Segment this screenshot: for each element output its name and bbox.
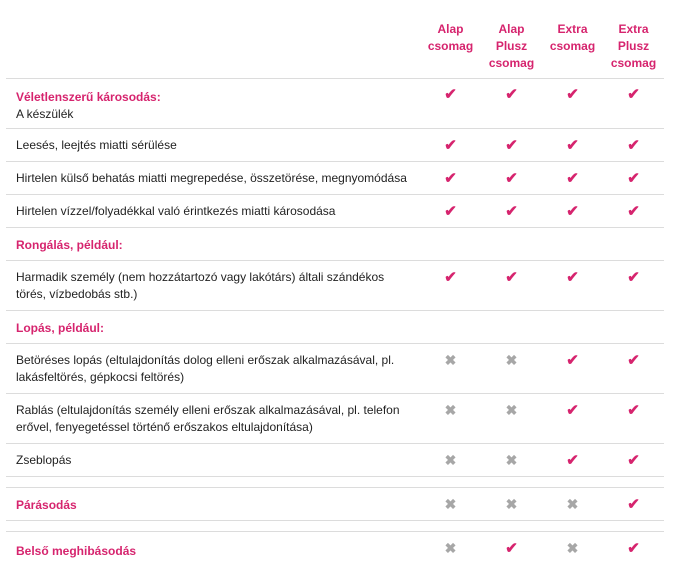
header-alap-plusz xyxy=(481,0,542,78)
row-accidental xyxy=(6,78,664,128)
coverage-cell xyxy=(542,194,603,227)
cross-icon: ✖ xyxy=(444,451,457,468)
section-subtitle: A készülék xyxy=(16,106,74,121)
coverage-cell xyxy=(542,78,603,128)
section-title: Véletlenszerű károsodás: xyxy=(16,89,161,104)
cross-icon: ✖ xyxy=(566,539,579,556)
coverage-cell xyxy=(481,260,542,310)
header-extra-plusz-line3: csomag xyxy=(610,56,657,70)
check-icon: ✔ xyxy=(566,202,579,220)
check-icon: ✔ xyxy=(627,451,640,469)
coverage-cell xyxy=(420,487,481,520)
coverage-cell xyxy=(603,531,664,567)
coverage-cell xyxy=(481,161,542,194)
row-spacer xyxy=(6,520,664,531)
check-icon: ✔ xyxy=(566,85,579,103)
row-vandalism xyxy=(6,260,664,310)
coverage-cell xyxy=(603,443,664,476)
row-label: Zseblopás xyxy=(6,443,420,476)
check-icon: ✔ xyxy=(566,451,579,469)
header-extra xyxy=(542,0,603,78)
coverage-cell xyxy=(481,487,542,520)
row-label-line1: Harmadik személy (nem hozzátartozó vagy lakótárs) általi szándékos xyxy=(16,269,385,284)
cross-icon: ✖ xyxy=(505,351,518,368)
header-row xyxy=(6,0,664,78)
row-label-line1: Rablás (eltulajdonítás személy elleni erőszak alkalmazásával, pl. telefon xyxy=(16,402,400,417)
row-label-line2: törés, vízbedobás stb.) xyxy=(16,286,138,301)
check-icon: ✔ xyxy=(627,539,640,557)
coverage-cell xyxy=(420,128,481,161)
coverage-cell xyxy=(603,128,664,161)
coverage-cell xyxy=(542,260,603,310)
coverage-cell xyxy=(420,443,481,476)
cross-icon: ✖ xyxy=(505,401,518,418)
coverage-cell xyxy=(481,393,542,443)
header-alap-plusz-line3: csomag xyxy=(488,56,535,70)
coverage-cell xyxy=(481,343,542,393)
row-theft-header xyxy=(6,310,664,343)
check-icon: ✔ xyxy=(566,268,579,286)
cross-icon: ✖ xyxy=(444,351,457,368)
check-icon: ✔ xyxy=(444,136,457,154)
coverage-cell xyxy=(542,161,603,194)
row-liquid xyxy=(6,194,664,227)
check-icon: ✔ xyxy=(627,495,640,513)
cross-icon: ✖ xyxy=(444,495,457,512)
check-icon: ✔ xyxy=(627,202,640,220)
coverage-cell xyxy=(420,260,481,310)
coverage-cell xyxy=(603,161,664,194)
cross-icon: ✖ xyxy=(505,451,518,468)
cross-icon: ✖ xyxy=(566,495,579,512)
header-alap-plusz-line1: Alap xyxy=(498,22,525,36)
row-internal xyxy=(6,531,664,567)
header-extra-plusz-line2: Plusz xyxy=(617,39,650,53)
check-icon: ✔ xyxy=(444,268,457,286)
check-icon: ✔ xyxy=(566,136,579,154)
coverage-cell xyxy=(542,343,603,393)
check-icon: ✔ xyxy=(505,268,518,286)
check-icon: ✔ xyxy=(444,202,457,220)
check-icon: ✔ xyxy=(566,169,579,187)
coverage-cell xyxy=(481,128,542,161)
coverage-cell xyxy=(603,487,664,520)
coverage-cell xyxy=(542,443,603,476)
coverage-cell xyxy=(420,161,481,194)
coverage-cell xyxy=(542,128,603,161)
check-icon: ✔ xyxy=(627,85,640,103)
check-icon: ✔ xyxy=(566,351,579,369)
row-label xyxy=(6,260,420,310)
row-vandalism-header xyxy=(6,227,664,260)
check-icon: ✔ xyxy=(627,136,640,154)
check-icon: ✔ xyxy=(444,85,457,103)
coverage-cell xyxy=(603,194,664,227)
coverage-cell xyxy=(481,194,542,227)
cross-icon: ✖ xyxy=(444,539,457,556)
row-pickpocket xyxy=(6,443,664,476)
coverage-cell xyxy=(542,393,603,443)
coverage-cell xyxy=(420,78,481,128)
coverage-table xyxy=(6,0,664,567)
coverage-cell xyxy=(542,487,603,520)
header-extra-plusz-line1: Extra xyxy=(618,22,649,36)
check-icon: ✔ xyxy=(505,136,518,154)
row-robbery xyxy=(6,393,664,443)
header-extra-line2: csomag xyxy=(549,39,596,53)
section-title: Lopás, például: xyxy=(6,310,420,343)
header-alap xyxy=(420,0,481,78)
header-empty xyxy=(6,0,420,78)
section-title: Rongálás, például: xyxy=(6,227,420,260)
row-label-line2: lakásfeltörés, gépkocsi feltörés) xyxy=(16,369,185,384)
row-spacer xyxy=(6,476,664,487)
check-icon: ✔ xyxy=(627,351,640,369)
coverage-cell xyxy=(481,78,542,128)
row-label: Leesés, leejtés miatti sérülése xyxy=(6,128,420,161)
header-alap-plusz-line2: Plusz xyxy=(495,39,528,53)
check-icon: ✔ xyxy=(566,401,579,419)
row-label: Hirtelen külső behatás miatti megrepedése, összetörése, megnyomódása xyxy=(6,161,420,194)
cross-icon: ✖ xyxy=(505,495,518,512)
row-label xyxy=(6,393,420,443)
coverage-cell xyxy=(420,531,481,567)
check-icon: ✔ xyxy=(627,169,640,187)
header-alap-line1: Alap xyxy=(437,22,464,36)
row-label xyxy=(6,343,420,393)
check-icon: ✔ xyxy=(627,401,640,419)
check-icon: ✔ xyxy=(505,85,518,103)
coverage-cell xyxy=(603,393,664,443)
coverage-cell xyxy=(603,343,664,393)
check-icon: ✔ xyxy=(505,539,518,557)
coverage-cell xyxy=(420,393,481,443)
check-icon: ✔ xyxy=(627,268,640,286)
cross-icon: ✖ xyxy=(444,401,457,418)
header-extra-plusz xyxy=(603,0,664,78)
row-moisture xyxy=(6,487,664,520)
coverage-cell xyxy=(603,78,664,128)
coverage-cell xyxy=(420,343,481,393)
coverage-cell xyxy=(542,531,603,567)
row-label: Hirtelen vízzel/folyadékkal való érintkezés miatti károsodása xyxy=(6,194,420,227)
section-title: Párásodás xyxy=(6,487,420,520)
coverage-cell xyxy=(481,531,542,567)
check-icon: ✔ xyxy=(505,169,518,187)
row-label-line2: erővel, fenyegetéssel történő erőszakos eltulajdonítása) xyxy=(16,419,313,434)
row-impact xyxy=(6,161,664,194)
row-label xyxy=(6,78,420,128)
coverage-cell xyxy=(420,194,481,227)
section-title: Belső meghibásodás xyxy=(6,531,420,567)
row-burglary xyxy=(6,343,664,393)
check-icon: ✔ xyxy=(444,169,457,187)
coverage-cell xyxy=(481,443,542,476)
row-drop xyxy=(6,128,664,161)
header-extra-line1: Extra xyxy=(557,22,588,36)
row-label-line1: Betöréses lopás (eltulajdonítás dolog elleni erőszak alkalmazásával, pl. xyxy=(16,352,395,367)
header-alap-line2: csomag xyxy=(427,39,474,53)
coverage-cell xyxy=(603,260,664,310)
check-icon: ✔ xyxy=(505,202,518,220)
